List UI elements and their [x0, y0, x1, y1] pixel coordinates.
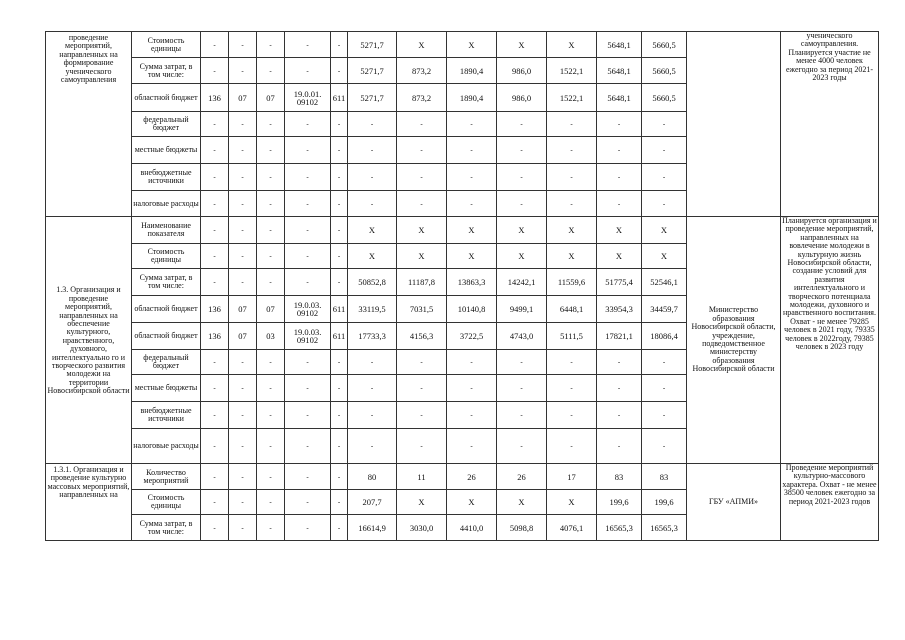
empty-value-cell: -: [447, 191, 497, 217]
empty-value-cell: -: [331, 112, 348, 137]
value-cell: 11187,8: [397, 269, 447, 296]
note-cell: ученического самоуправления. Планируется участие не менее 4000 человек ежегодно за период 2021-2023 годы: [781, 32, 879, 217]
empty-value-cell: -: [397, 375, 447, 402]
budget-code: 07: [257, 84, 285, 112]
empty-value-cell: -: [547, 429, 597, 464]
empty-value-cell: -: [642, 402, 687, 429]
empty-value-cell: -: [229, 32, 257, 58]
empty-value-cell: -: [447, 375, 497, 402]
empty-value-cell: -: [201, 490, 229, 515]
row-label: Наименование показателя: [132, 217, 201, 244]
value-cell: 1522,1: [547, 58, 597, 84]
empty-value-cell: -: [348, 429, 397, 464]
empty-value-cell: -: [547, 375, 597, 402]
row-label: Сумма затрат, в том числе:: [132, 269, 201, 296]
row-label: областной бюджет: [132, 84, 201, 112]
empty-value-cell: -: [229, 269, 257, 296]
empty-value-cell: -: [331, 269, 348, 296]
value-cell: 5271,7: [348, 58, 397, 84]
empty-value-cell: -: [597, 191, 642, 217]
empty-value-cell: -: [497, 429, 547, 464]
empty-value-cell: -: [397, 191, 447, 217]
empty-value-cell: -: [397, 350, 447, 375]
value-cell: X: [348, 217, 397, 244]
budget-code: 03: [257, 323, 285, 350]
value-cell: X: [497, 217, 547, 244]
value-cell: X: [397, 490, 447, 515]
value-cell: 4410,0: [447, 515, 497, 541]
row-label: Стоимость единицы: [132, 32, 201, 58]
value-cell: X: [497, 32, 547, 58]
empty-value-cell: -: [201, 350, 229, 375]
empty-value-cell: -: [397, 112, 447, 137]
empty-value-cell: -: [642, 112, 687, 137]
empty-value-cell: -: [597, 429, 642, 464]
empty-value-cell: -: [257, 164, 285, 191]
value-cell: 873,2: [397, 84, 447, 112]
empty-value-cell: -: [257, 191, 285, 217]
empty-value-cell: -: [285, 490, 331, 515]
empty-value-cell: -: [229, 217, 257, 244]
empty-value-cell: -: [331, 137, 348, 164]
note-cell: Проведение мероприятий культурно-массового характера. Охват - не менее 38500 человек ежегодно за период 2021-2023 годов: [781, 464, 879, 541]
budget-code: 136: [201, 323, 229, 350]
empty-value-cell: -: [447, 429, 497, 464]
empty-value-cell: -: [447, 350, 497, 375]
value-cell: 1522,1: [547, 84, 597, 112]
value-cell: 33119,5: [348, 296, 397, 323]
empty-value-cell: -: [397, 164, 447, 191]
value-cell: 33954,3: [597, 296, 642, 323]
value-cell: 3030,0: [397, 515, 447, 541]
value-cell: 83: [642, 464, 687, 490]
value-cell: 5660,5: [642, 58, 687, 84]
row-label: областной бюджет: [132, 296, 201, 323]
empty-value-cell: -: [229, 58, 257, 84]
empty-value-cell: -: [547, 402, 597, 429]
value-cell: X: [397, 244, 447, 269]
value-cell: 5098,8: [497, 515, 547, 541]
empty-value-cell: -: [285, 269, 331, 296]
value-cell: 5111,5: [547, 323, 597, 350]
value-cell: 986,0: [497, 84, 547, 112]
empty-value-cell: -: [348, 112, 397, 137]
value-cell: 5648,1: [597, 58, 642, 84]
executor-cell: ГБУ «АПМИ»: [687, 464, 781, 541]
value-cell: 16614,9: [348, 515, 397, 541]
empty-value-cell: -: [597, 164, 642, 191]
event-name-cell: проведение мероприятий, направленных на формирование ученического самоуправления: [46, 32, 132, 217]
empty-value-cell: -: [201, 402, 229, 429]
empty-value-cell: -: [257, 490, 285, 515]
empty-value-cell: -: [597, 137, 642, 164]
empty-value-cell: -: [348, 164, 397, 191]
budget-code: 136: [201, 84, 229, 112]
empty-value-cell: -: [201, 164, 229, 191]
event-name-cell: 1.3. Организация и проведение мероприятий, направленных на обеспечение культурного, нравственного, духовного, интеллектуально го и творческого развития молодежи на территории Новосибирской области: [46, 217, 132, 464]
empty-value-cell: -: [229, 490, 257, 515]
value-cell: 3722,5: [447, 323, 497, 350]
empty-value-cell: -: [229, 429, 257, 464]
empty-value-cell: -: [201, 137, 229, 164]
value-cell: 7031,5: [397, 296, 447, 323]
empty-value-cell: -: [397, 402, 447, 429]
empty-value-cell: -: [547, 350, 597, 375]
value-cell: 5271,7: [348, 84, 397, 112]
empty-value-cell: -: [642, 164, 687, 191]
value-cell: X: [597, 217, 642, 244]
value-cell: X: [348, 244, 397, 269]
budget-code: 07: [257, 296, 285, 323]
empty-value-cell: -: [257, 217, 285, 244]
empty-value-cell: -: [447, 137, 497, 164]
row-label: областной бюджет: [132, 323, 201, 350]
value-cell: 17821,1: [597, 323, 642, 350]
empty-value-cell: -: [201, 217, 229, 244]
value-cell: 17: [547, 464, 597, 490]
empty-value-cell: -: [397, 429, 447, 464]
empty-value-cell: -: [201, 244, 229, 269]
value-cell: 5660,5: [642, 32, 687, 58]
value-cell: 4743,0: [497, 323, 547, 350]
value-cell: 51775,4: [597, 269, 642, 296]
executor-cell: [687, 32, 781, 217]
empty-value-cell: -: [285, 429, 331, 464]
value-cell: X: [547, 217, 597, 244]
empty-value-cell: -: [285, 32, 331, 58]
value-cell: X: [447, 217, 497, 244]
value-cell: X: [642, 217, 687, 244]
empty-value-cell: -: [331, 429, 348, 464]
value-cell: X: [547, 32, 597, 58]
empty-value-cell: -: [447, 112, 497, 137]
empty-value-cell: -: [229, 112, 257, 137]
empty-value-cell: -: [201, 464, 229, 490]
empty-value-cell: -: [201, 375, 229, 402]
empty-value-cell: -: [331, 375, 348, 402]
empty-value-cell: -: [331, 244, 348, 269]
value-cell: 17733,3: [348, 323, 397, 350]
empty-value-cell: -: [331, 490, 348, 515]
budget-code: 611: [331, 296, 348, 323]
empty-value-cell: -: [229, 375, 257, 402]
empty-value-cell: -: [547, 112, 597, 137]
value-cell: 52546,1: [642, 269, 687, 296]
empty-value-cell: -: [257, 375, 285, 402]
value-cell: 14242,1: [497, 269, 547, 296]
empty-value-cell: -: [257, 515, 285, 541]
empty-value-cell: -: [257, 269, 285, 296]
event-name-cell: 1.3.1. Организация и проведение культурно массовых мероприятий, направленных на: [46, 464, 132, 541]
empty-value-cell: -: [597, 112, 642, 137]
value-cell: 5271,7: [348, 32, 397, 58]
value-cell: 199,6: [642, 490, 687, 515]
budget-code: 07: [229, 296, 257, 323]
empty-value-cell: -: [447, 402, 497, 429]
value-cell: X: [497, 490, 547, 515]
budget-code: 611: [331, 84, 348, 112]
empty-value-cell: -: [642, 191, 687, 217]
empty-value-cell: -: [331, 402, 348, 429]
value-cell: X: [642, 244, 687, 269]
note-cell: Планируется организация и проведение мероприятий, направленных на вовлечение молодежи в культурную жизнь Новосибирской области, создание условий для развития интеллектуального и творческого потенциала молодежи, духовного и нравственного воспитания. Охват - не менее 79285 человек в 2021 году, 79335 человек в 2022году, 79385 человек в 2023 году: [781, 217, 879, 464]
empty-value-cell: -: [497, 164, 547, 191]
empty-value-cell: -: [547, 191, 597, 217]
empty-value-cell: -: [285, 464, 331, 490]
row-label: Стоимость единицы: [132, 244, 201, 269]
empty-value-cell: -: [642, 350, 687, 375]
empty-value-cell: -: [201, 58, 229, 84]
table-row: [46, 32, 879, 58]
value-cell: 16565,3: [597, 515, 642, 541]
budget-code: 136: [201, 296, 229, 323]
empty-value-cell: -: [257, 112, 285, 137]
empty-value-cell: -: [257, 58, 285, 84]
empty-value-cell: -: [229, 515, 257, 541]
empty-value-cell: -: [229, 464, 257, 490]
empty-value-cell: -: [285, 164, 331, 191]
empty-value-cell: -: [257, 464, 285, 490]
budget-code: 07: [229, 323, 257, 350]
empty-value-cell: -: [331, 464, 348, 490]
value-cell: 11559,6: [547, 269, 597, 296]
empty-value-cell: -: [229, 137, 257, 164]
empty-value-cell: -: [285, 515, 331, 541]
empty-value-cell: -: [285, 137, 331, 164]
value-cell: 18086,4: [642, 323, 687, 350]
row-label: федеральный бюджет: [132, 112, 201, 137]
row-label: налоговые расходы: [132, 429, 201, 464]
empty-value-cell: -: [201, 112, 229, 137]
value-cell: 6448,1: [547, 296, 597, 323]
value-cell: 4076,1: [547, 515, 597, 541]
value-cell: X: [497, 244, 547, 269]
row-label: Сумма затрат, в том числе:: [132, 515, 201, 541]
budget-code: 19.0.03. 09102: [285, 323, 331, 350]
value-cell: 83: [597, 464, 642, 490]
empty-value-cell: -: [348, 137, 397, 164]
empty-value-cell: -: [331, 191, 348, 217]
budget-code: 19.0.03. 09102: [285, 296, 331, 323]
value-cell: 26: [497, 464, 547, 490]
empty-value-cell: -: [285, 191, 331, 217]
value-cell: 80: [348, 464, 397, 490]
empty-value-cell: -: [201, 429, 229, 464]
value-cell: X: [447, 32, 497, 58]
empty-value-cell: -: [229, 350, 257, 375]
financing-table: [45, 31, 879, 541]
empty-value-cell: -: [642, 137, 687, 164]
empty-value-cell: -: [597, 350, 642, 375]
budget-code: 19.0.01. 09102: [285, 84, 331, 112]
empty-value-cell: -: [447, 164, 497, 191]
value-cell: 50852,8: [348, 269, 397, 296]
empty-value-cell: -: [229, 244, 257, 269]
empty-value-cell: -: [597, 402, 642, 429]
empty-value-cell: -: [348, 402, 397, 429]
empty-value-cell: -: [257, 350, 285, 375]
empty-value-cell: -: [642, 375, 687, 402]
value-cell: X: [397, 217, 447, 244]
value-cell: X: [447, 490, 497, 515]
value-cell: 13863,3: [447, 269, 497, 296]
empty-value-cell: -: [229, 164, 257, 191]
empty-value-cell: -: [547, 137, 597, 164]
row-label: Стоимость единицы: [132, 490, 201, 515]
value-cell: X: [547, 244, 597, 269]
budget-code: 07: [229, 84, 257, 112]
empty-value-cell: -: [497, 375, 547, 402]
empty-value-cell: -: [285, 58, 331, 84]
row-label: федеральный бюджет: [132, 350, 201, 375]
empty-value-cell: -: [331, 217, 348, 244]
empty-value-cell: -: [642, 429, 687, 464]
empty-value-cell: -: [285, 350, 331, 375]
empty-value-cell: -: [201, 32, 229, 58]
value-cell: 1890,4: [447, 84, 497, 112]
empty-value-cell: -: [257, 32, 285, 58]
row-label: Количество мероприятий: [132, 464, 201, 490]
empty-value-cell: -: [497, 350, 547, 375]
row-label: местные бюджеты: [132, 137, 201, 164]
value-cell: 207,7: [348, 490, 397, 515]
value-cell: 199,6: [597, 490, 642, 515]
empty-value-cell: -: [397, 137, 447, 164]
empty-value-cell: -: [348, 375, 397, 402]
empty-value-cell: -: [285, 244, 331, 269]
empty-value-cell: -: [201, 269, 229, 296]
value-cell: 34459,7: [642, 296, 687, 323]
empty-value-cell: -: [257, 402, 285, 429]
row-label: Сумма затрат, в том числе:: [132, 58, 201, 84]
value-cell: X: [597, 244, 642, 269]
empty-value-cell: -: [497, 112, 547, 137]
empty-value-cell: -: [201, 515, 229, 541]
empty-value-cell: -: [285, 375, 331, 402]
empty-value-cell: -: [597, 375, 642, 402]
empty-value-cell: -: [257, 429, 285, 464]
empty-value-cell: -: [331, 32, 348, 58]
value-cell: X: [547, 490, 597, 515]
value-cell: 11: [397, 464, 447, 490]
value-cell: 4156,3: [397, 323, 447, 350]
table-row: [46, 217, 879, 244]
empty-value-cell: -: [331, 350, 348, 375]
empty-value-cell: -: [229, 191, 257, 217]
empty-value-cell: -: [285, 217, 331, 244]
value-cell: 5648,1: [597, 32, 642, 58]
value-cell: 16565,3: [642, 515, 687, 541]
executor-cell: Министерство образования Новосибирской области, учреждение, подведомственное министерству образования Новосибирской области: [687, 217, 781, 464]
empty-value-cell: -: [497, 137, 547, 164]
empty-value-cell: -: [348, 350, 397, 375]
empty-value-cell: -: [497, 191, 547, 217]
value-cell: 873,2: [397, 58, 447, 84]
empty-value-cell: -: [497, 402, 547, 429]
row-label: внебюджетные источники: [132, 402, 201, 429]
value-cell: 9499,1: [497, 296, 547, 323]
empty-value-cell: -: [229, 402, 257, 429]
value-cell: X: [447, 244, 497, 269]
row-label: местные бюджеты: [132, 375, 201, 402]
value-cell: 10140,8: [447, 296, 497, 323]
empty-value-cell: -: [348, 191, 397, 217]
value-cell: 26: [447, 464, 497, 490]
empty-value-cell: -: [201, 191, 229, 217]
empty-value-cell: -: [331, 58, 348, 84]
budget-code: 611: [331, 323, 348, 350]
empty-value-cell: -: [257, 137, 285, 164]
table-row: [46, 464, 879, 490]
empty-value-cell: -: [331, 164, 348, 191]
value-cell: 1890,4: [447, 58, 497, 84]
value-cell: 5648,1: [597, 84, 642, 112]
value-cell: 986,0: [497, 58, 547, 84]
value-cell: X: [397, 32, 447, 58]
empty-value-cell: -: [285, 402, 331, 429]
empty-value-cell: -: [331, 515, 348, 541]
empty-value-cell: -: [547, 164, 597, 191]
empty-value-cell: -: [257, 244, 285, 269]
row-label: налоговые расходы: [132, 191, 201, 217]
row-label: внебюджетные источники: [132, 164, 201, 191]
empty-value-cell: -: [285, 112, 331, 137]
value-cell: 5660,5: [642, 84, 687, 112]
